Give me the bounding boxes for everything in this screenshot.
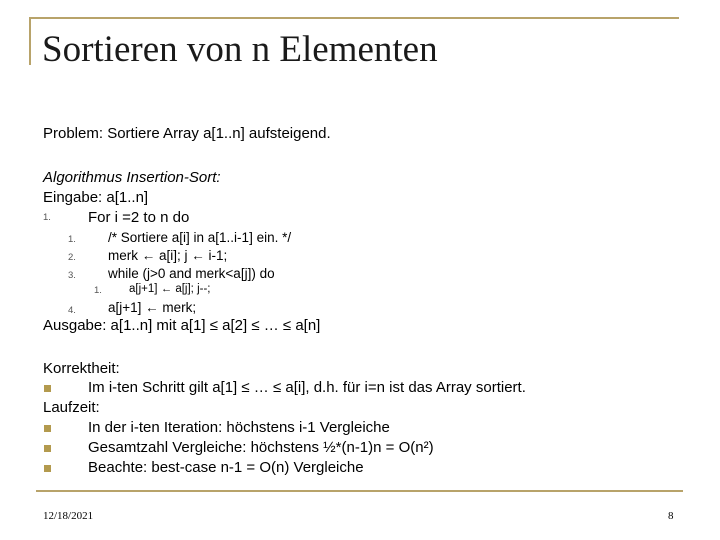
step-text: a[j+1] ← merk; xyxy=(108,300,197,315)
runtime-heading: Laufzeit: xyxy=(43,399,100,416)
input-label: Eingabe: xyxy=(43,189,103,206)
step-text: For i =2 to n do xyxy=(88,209,190,226)
input-line xyxy=(43,188,148,208)
correctness-bullet: Im i-ten Schritt gilt a[1] ≤ … ≤ a[i], d.h. für i=n ist das Array sortiert. xyxy=(88,379,526,396)
step-number: 1. xyxy=(94,285,102,296)
footer-date: 12/18/2021 xyxy=(43,510,94,522)
input-text: a[1..n] xyxy=(102,189,149,206)
problem-text: Sortiere Array a[1..n] aufsteigend. xyxy=(103,125,331,142)
step-number: 4. xyxy=(68,305,76,316)
step-number: 1. xyxy=(68,234,76,245)
bullet-icon xyxy=(44,425,51,432)
step-text: while (j>0 and merk<a[j]) do xyxy=(108,266,275,281)
correctness-heading: Korrektheit: xyxy=(43,360,120,377)
output-line xyxy=(43,316,320,336)
output-label: Ausgabe: xyxy=(43,317,107,334)
runtime-bullet: Beachte: best-case n-1 = O(n) Vergleiche xyxy=(88,459,364,476)
runtime-bullet: Gesamtzahl Vergleiche: höchstens ½*(n-1)n = O(n²) xyxy=(88,439,434,456)
step-text: a[j+1] ← a[j]; j--; xyxy=(129,283,211,295)
slide-title: Sortieren von n Elementen xyxy=(42,29,438,70)
runtime-bullet: In der i-ten Iteration: höchstens i-1 Vergleiche xyxy=(88,419,390,436)
page-number: 8 xyxy=(668,510,674,522)
title-frame-left-rule xyxy=(29,17,31,65)
algorithm-name: Algorithmus Insertion-Sort: xyxy=(43,169,221,186)
title-frame-top-rule xyxy=(29,17,679,19)
bullet-icon xyxy=(44,465,51,472)
step-text: /* Sortiere a[i] in a[1..i-1] ein. */ xyxy=(108,230,292,245)
step-number: 2. xyxy=(68,252,76,263)
problem-line xyxy=(43,124,331,144)
step-text: merk ← a[i]; j ← i-1; xyxy=(108,248,228,263)
step-number: 3. xyxy=(68,270,76,281)
bullet-icon xyxy=(44,385,51,392)
output-text: a[1..n] mit a[1] ≤ a[2] ≤ … ≤ a[n] xyxy=(106,317,321,334)
bullet-icon xyxy=(44,445,51,452)
step-number: 1. xyxy=(43,212,51,223)
footer-rule xyxy=(36,490,683,492)
problem-label: Problem: xyxy=(43,125,104,142)
